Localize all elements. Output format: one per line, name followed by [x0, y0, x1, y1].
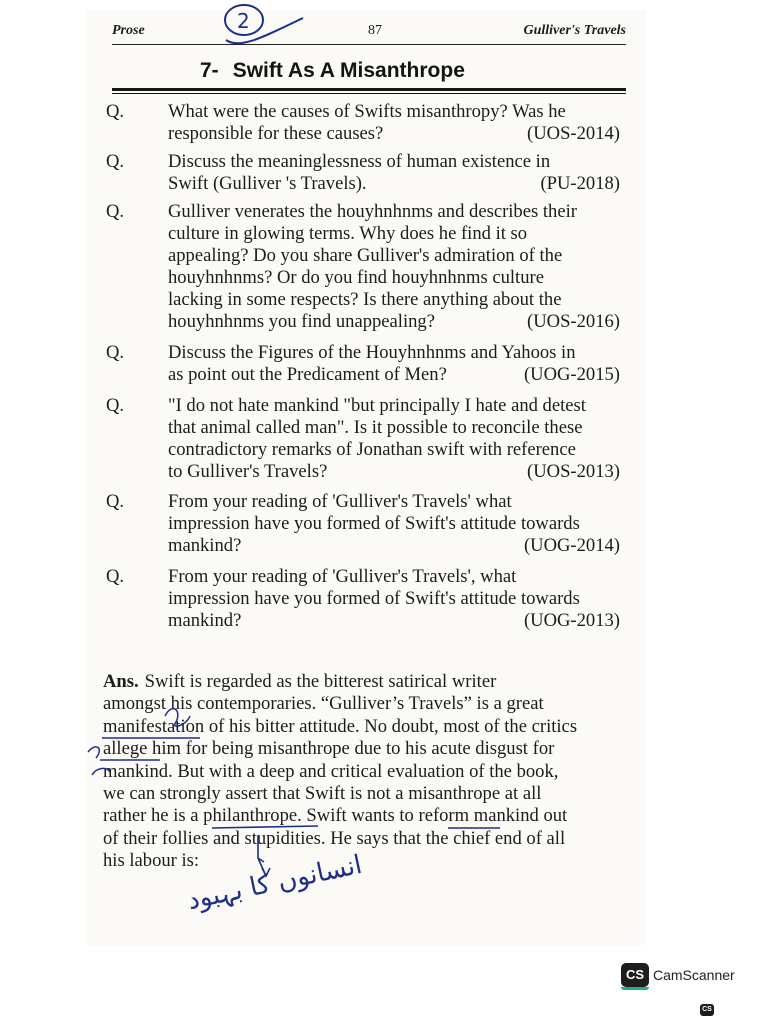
exam-reference: (UOS-2013) — [527, 461, 620, 482]
camscanner-brand: CamScanner — [653, 967, 735, 983]
question-line: contradictory remarks of Jonathan swift with reference — [168, 439, 576, 460]
question-line: What were the causes of Swifts misanthropy? Was he — [168, 101, 566, 122]
question-line: Discuss the Figures of the Houyhnhnms and Yahoos in — [168, 342, 576, 363]
answer-label: Ans. — [103, 671, 139, 692]
question-line: houyhnhnms? Or do you find houyhnhnms culture — [168, 267, 544, 288]
question-label: Q. — [106, 491, 125, 512]
question-line: that animal called man". Is it possible to reconcile these — [168, 417, 583, 438]
answer-line: allege him for being misanthrope due to his acute disgust for — [103, 738, 555, 760]
question-line: Gulliver venerates the houyhnhnms and describes their — [168, 201, 577, 222]
exam-reference: (UOG-2013) — [523, 610, 620, 631]
title-rule — [112, 88, 626, 91]
exam-reference: (UOS-2014) — [527, 123, 620, 144]
question-line: impression have you formed of Swift's attitude towards — [168, 513, 580, 534]
exam-reference: (PU-2018) — [540, 173, 620, 194]
answer-text: Swift is regarded as the bitterest satirical writer — [144, 671, 497, 692]
exam-reference: (UOS-2016) — [527, 311, 620, 332]
header-book-title: Gulliver's Travels — [523, 23, 626, 38]
question-label: Q. — [106, 395, 125, 416]
chapter-number: 7- — [200, 59, 219, 82]
question-line: From your reading of 'Gulliver's Travels' what — [168, 491, 512, 512]
running-header — [112, 22, 626, 45]
question-line: lacking in some respects? Is there anything about the — [168, 289, 562, 310]
question-line: houyhnhnms you find unappealing? — [168, 311, 435, 332]
answer-line: rather he is a philanthrope. Swift wants to reform mankind out — [103, 805, 568, 827]
question-line: appealing? Do you share Gulliver's admiration of the — [168, 245, 563, 266]
chapter-title: Swift As A Misanthrope — [232, 59, 465, 82]
question-label: Q. — [106, 101, 125, 122]
question-line: From your reading of 'Gulliver's Travels', what — [168, 566, 517, 587]
question-line: mankind? — [168, 610, 242, 631]
page-number: 87 — [368, 23, 382, 38]
question-line: Swift (Gulliver 's Travels). — [168, 173, 367, 194]
question-line: responsible for these causes? — [168, 123, 384, 144]
page-mark-number: 2 — [237, 9, 250, 33]
exam-reference: (UOG-2014) — [523, 535, 620, 556]
handwritten-margin-note: انسانوں کا بہبود — [184, 849, 365, 917]
question-label: Q. — [106, 342, 125, 363]
question-label: Q. — [106, 151, 125, 172]
answer-line: manifestation of his bitter attitude. No doubt, most of the critics — [103, 715, 578, 737]
answer-line: of their follies and stupidities. He says that the chief end of all — [103, 827, 566, 849]
question-line: impression have you formed of Swift's attitude towards — [168, 588, 580, 609]
question-label: Q. — [106, 201, 125, 222]
camscanner-small-icon: CS — [700, 1004, 714, 1016]
question-line: as point out the Predicament of Men? — [168, 364, 447, 385]
question-line: culture in glowing terms. Why does he find it so — [168, 223, 528, 244]
exam-reference: (UOG-2015) — [523, 364, 620, 385]
answer-line: his labour is: — [103, 850, 200, 872]
header-section-label: Prose — [112, 23, 145, 38]
answer-line: mankind. But with a deep and critical evaluation of the book, — [103, 760, 559, 782]
question-line: mankind? — [168, 535, 242, 556]
title-rule-thin — [112, 93, 626, 94]
question-line: "I do not hate mankind "but principally I hate and detest — [168, 395, 586, 416]
answer-paragraph — [103, 671, 617, 873]
chapter-heading — [200, 59, 465, 83]
answer-line: amongst his contemporaries. “Gulliver’s Travels” is a great — [103, 693, 544, 715]
camscanner-logo-icon: CS — [621, 963, 649, 987]
question-label: Q. — [106, 566, 125, 587]
question-line: to Gulliver's Travels? — [168, 461, 328, 482]
answer-line: we can strongly assert that Swift is not a misanthrope at all — [103, 783, 542, 805]
answer-line — [103, 671, 617, 693]
question-line: Discuss the meaninglessness of human existence in — [168, 151, 551, 172]
